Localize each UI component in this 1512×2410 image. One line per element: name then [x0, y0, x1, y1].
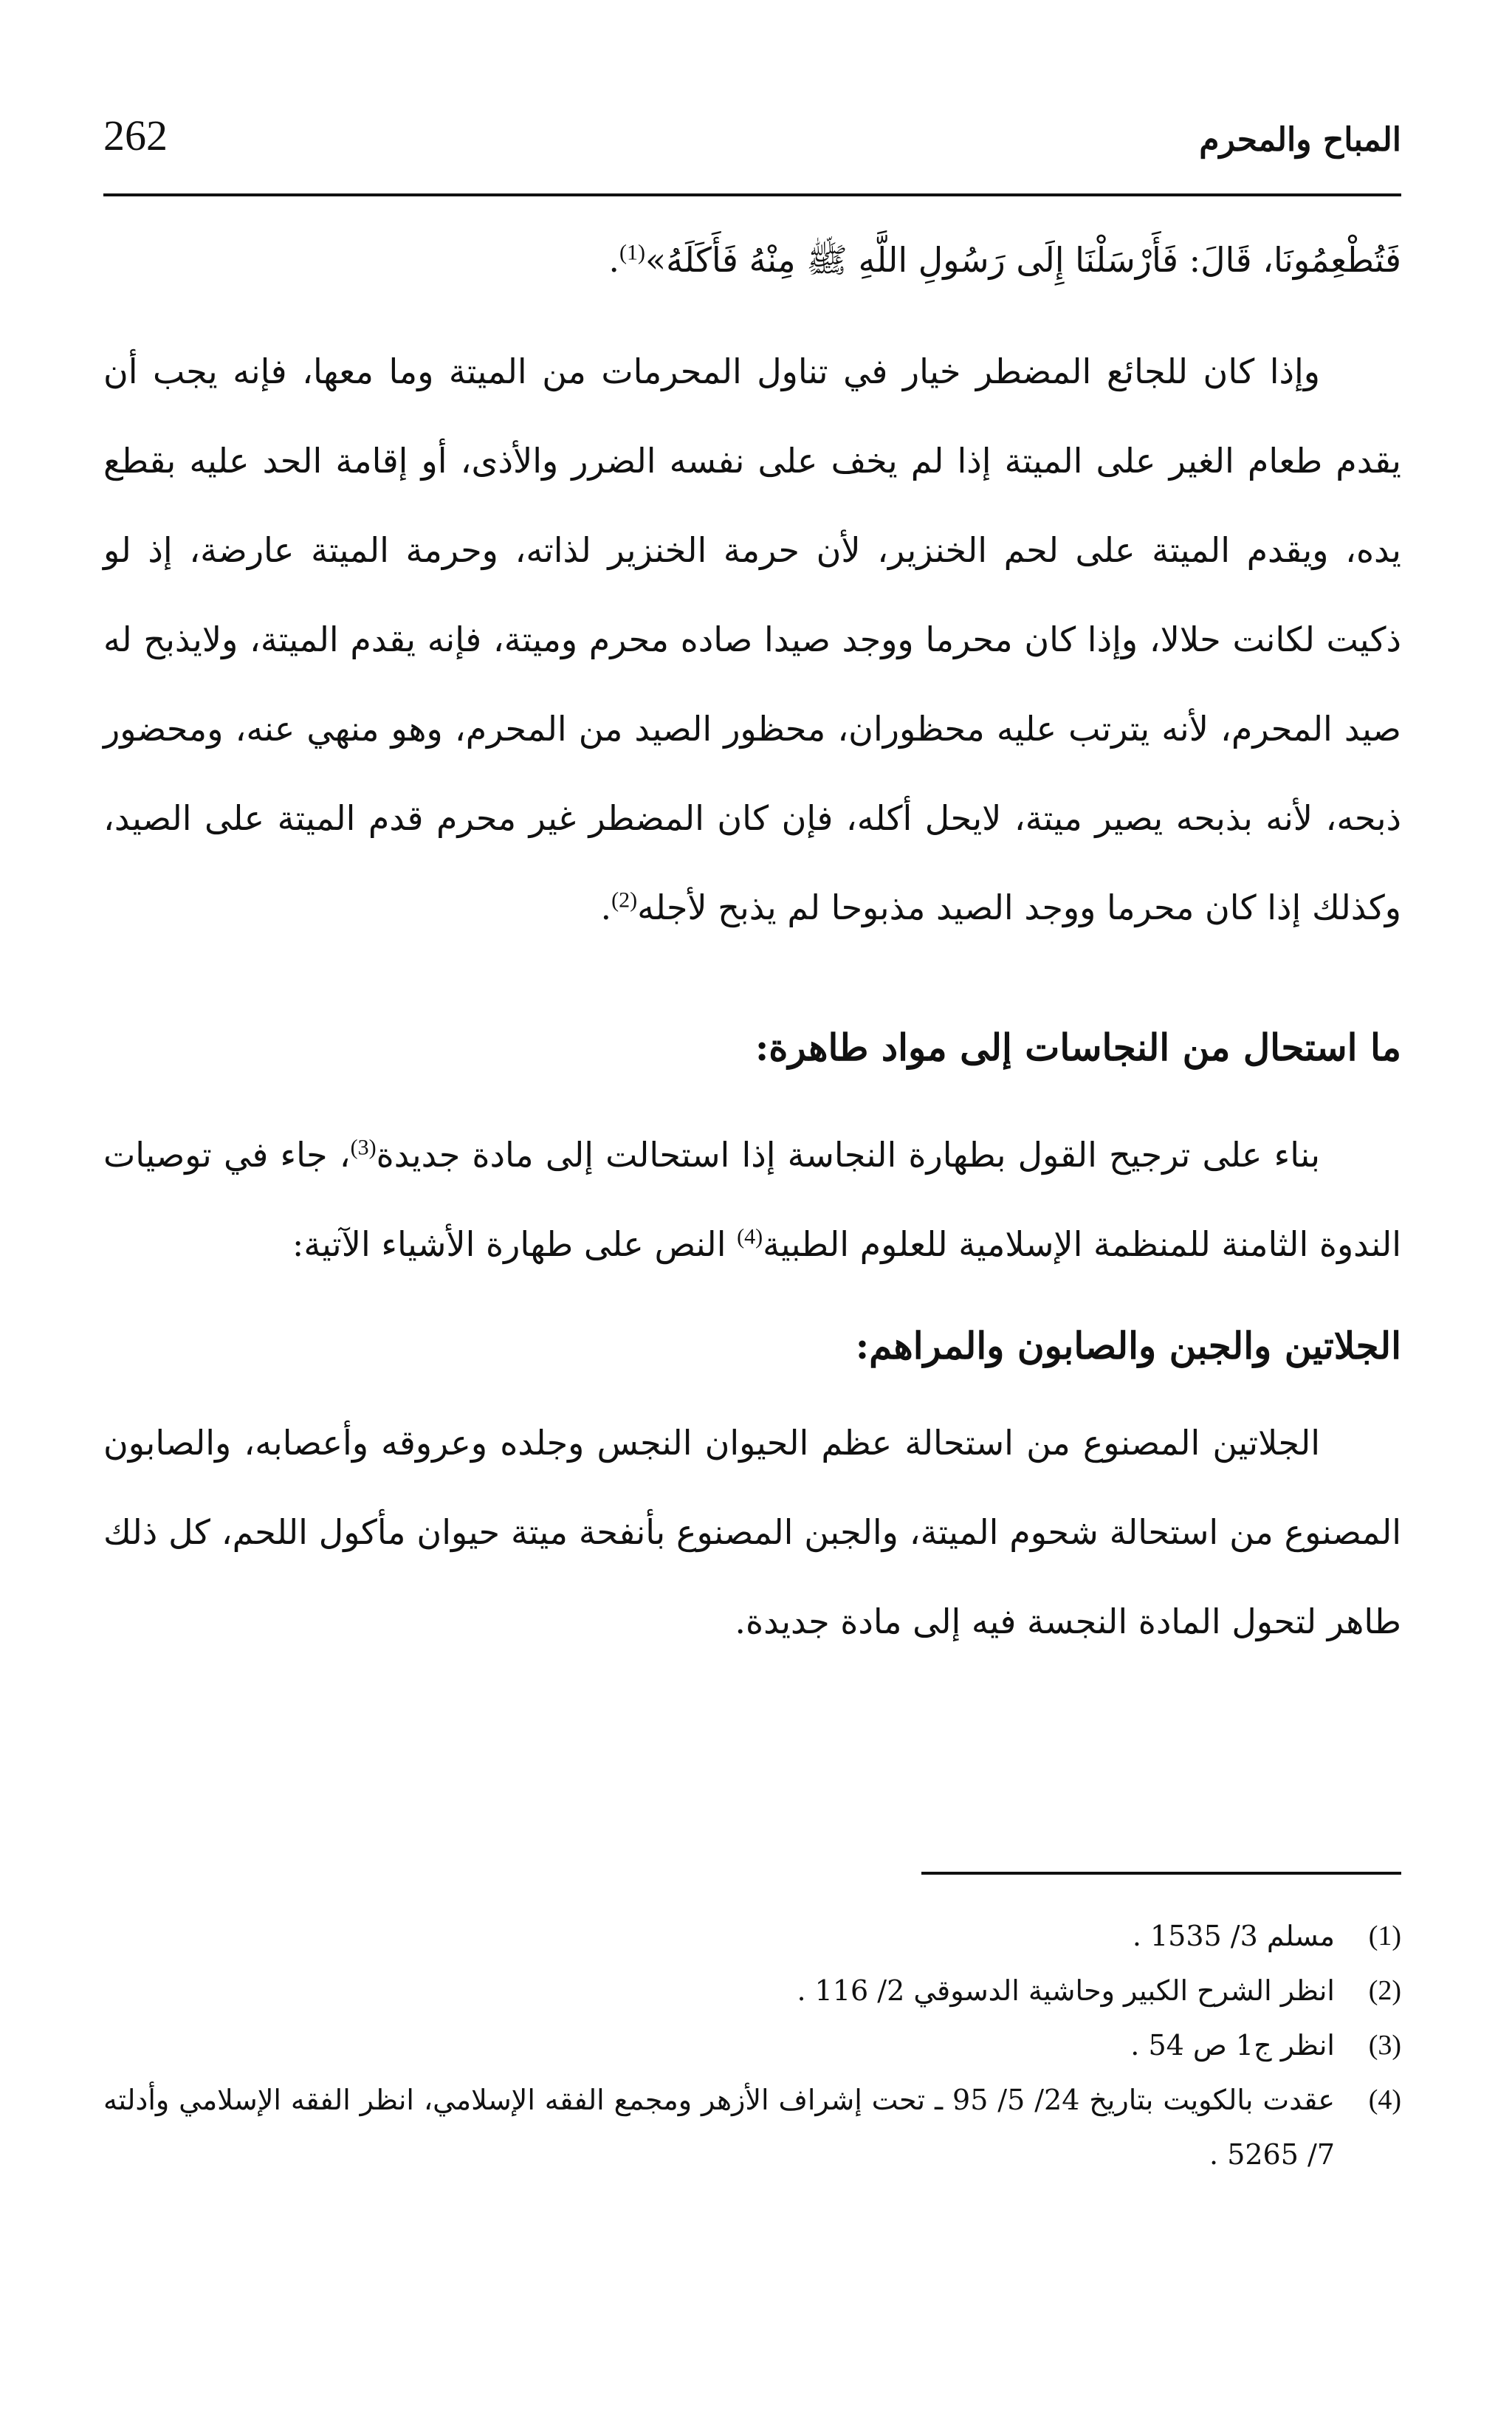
footnote-number: (1): [1368, 1920, 1401, 1951]
footnote-2: [103, 1963, 1401, 2018]
paragraph-starvation-rulings: [103, 327, 1401, 952]
footnote-ref-2[interactable]: (2): [611, 888, 638, 913]
running-header: [103, 111, 1401, 192]
quote-end-punct: .: [608, 240, 619, 280]
paragraph-recommendations: [103, 1110, 1401, 1289]
header-rule: [103, 193, 1401, 196]
paragraph-text-part2: ، جاء في توصيات الندوة الثامنة للمنظمة الإسلامية للعلوم الطبية: [103, 1135, 1401, 1264]
footnote-text: انظر الشرح الكبير وحاشية الدسوقي 2/ 116 .: [797, 1974, 1335, 2007]
footnote-text: مسلم 3/ 1535 .: [1132, 1920, 1335, 1952]
footnote-4: [103, 2073, 1401, 2182]
paragraph-gelatin: [103, 1398, 1401, 1666]
footnote-ref-3[interactable]: (3): [350, 1135, 377, 1160]
footnote-text: عقدت بالكويت بتاريخ 24/ 5/ 95 ـ تحت إشراف الأزهر ومجمع الفقه الإسلامي، انظر الفقه الإسلامي وأدلته 7/ 5265 .: [103, 2084, 1336, 2171]
hadith-quote-line: [103, 216, 1401, 305]
footnote-text: انظر ج1 ص 54 .: [1130, 2029, 1335, 2061]
page-number: 262: [103, 111, 168, 159]
footnote-1: [103, 1909, 1401, 1963]
footnote-number: (2): [1368, 1975, 1401, 2006]
footnotes-list: [103, 1909, 1401, 2182]
section-heading-transformed-impurities: ما استحال من النجاسات إلى مواد طاهرة:: [755, 1026, 1401, 1069]
hadith-quote-text: فَتُطْعِمُونَا، قَالَ: فَأَرْسَلْنَا إِلَى رَسُولِ اللَّهِ ﷺ مِنْهُ فَأَكَلَهُ»: [645, 240, 1401, 280]
paragraph-text-part3: النص على طهارة الأشياء الآتية:: [292, 1224, 738, 1264]
paragraph-text: وإذا كان للجائع المضطر خيار في تناول المحرمات من الميتة وما معها، فإنه يجب أن يقدم طعام الغير على الميتة إذا لم يخف على نفسه الضرر والأذى، أو إقامة الحد عليه بقطع يده، ويقدم الميتة على لحم الخنزير، لأن حرمة الخنزير لذاته، وحرمة الميتة عارضة، إذ لو ذكيت لكانت حلالا، وإذا كان محرما ووجد صيدا صاده محرم وميتة، فإنه يقدم الميتة، ولايذبح له صيد المحرم، لأنه يترتب عليه محظوران، محظور الصيد من المحرم، وهو منهي عنه، ومحضور ذبحه، لأنه بذبحه يصير ميتة، لايحل أكله، فإن كان المضطر غير محرم قدم الميتة على الصيد، وكذلك إذا كان محرما ووجد الصيد مذبوحا لم يذبح لأجله: [103, 351, 1401, 927]
footnote-ref-1[interactable]: (1): [619, 240, 645, 265]
subheading-gelatin-cheese-soap: الجلاتين والجبن والصابون والمراهم:: [855, 1324, 1401, 1367]
paragraph-end-punct: .: [600, 888, 612, 927]
footnote-number: (4): [1368, 2084, 1401, 2115]
running-title: المباح والمحرم: [1199, 121, 1401, 159]
footnote-ref-4[interactable]: (4): [737, 1224, 763, 1249]
footnote-number: (3): [1368, 2030, 1401, 2061]
footnote-separator: [921, 1872, 1401, 1875]
paragraph-text-part1: بناء على ترجيح القول بطهارة النجاسة إذا استحالت إلى مادة جديدة: [376, 1135, 1320, 1175]
paragraph-text: الجلاتين المصنوع من استحالة عظم الحيوان النجس وجلده وعروقه وأعصابه، والصابون المصنوع من استحالة شحوم الميتة، والجبن المصنوع بأنفحة ميتة حيوان مأكول اللحم، كل ذلك طاهر لتحول المادة النجسة فيه إلى مادة جديدة.: [103, 1423, 1401, 1641]
main-text: [103, 216, 1401, 1666]
footnote-3: [103, 2018, 1401, 2073]
